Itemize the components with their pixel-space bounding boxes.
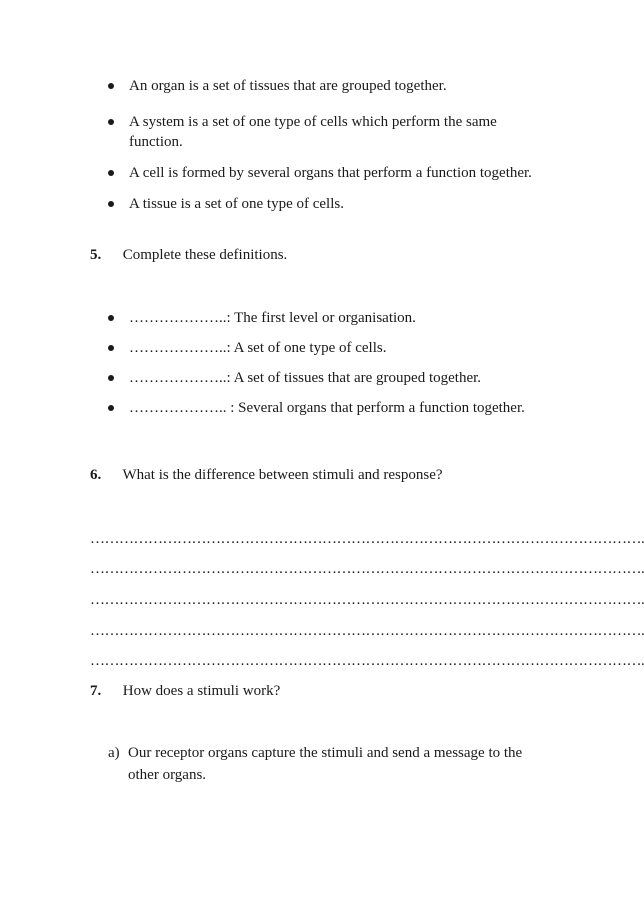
definition-text: ………………..: The first level or organisation. [129,310,416,326]
definition-item [0,398,638,418]
answer-line: ……………………………………………………………………………………………………. [90,531,644,547]
answer-line: ……………………………………………………………………………………………………. [90,561,644,577]
definition-list [0,308,638,418]
answer-text: Our receptor organs capture the stimuli and send a message to the other organs. [128,745,523,783]
definition-text: ………………..: A set of tissues that are grouped together. [129,370,482,386]
question-number: 6. [90,467,102,483]
definition-item [0,338,638,358]
answer-line: ……………………………………………………………………………………………………. [90,592,644,608]
question-7 [90,681,570,701]
definition-item [0,368,638,388]
statement-item [0,112,638,152]
definition-text: ……………….. : Several organs that perform a function together. [129,400,525,416]
question-6 [90,465,570,485]
statement-item [0,76,638,96]
bullet-icon [108,345,114,351]
answer-item [108,742,538,786]
bullet-icon [108,119,114,125]
definition-text: ………………..: A set of one type of cells. [129,340,387,356]
question-5 [90,245,570,265]
definition-item [0,308,638,328]
answer-line: ……………………………………………………………………………………………………. [90,653,644,669]
statement-text: A system is a set of one type of cells which perform the same function. [129,114,497,150]
statement-list [0,76,638,214]
statement-item [0,163,638,183]
statement-item [0,194,638,214]
statement-text: A tissue is a set of one type of cells. [129,196,344,212]
statement-text: A cell is formed by several organs that perform a function together. [129,165,532,181]
question-text: Complete these definitions. [122,247,288,263]
question-number: 7. [90,683,102,699]
bullet-icon [108,405,114,411]
bullet-icon [108,201,114,207]
bullet-icon [108,170,114,176]
bullet-icon [108,375,114,381]
question-text: How does a stimuli work? [122,683,281,699]
answer-letter: a) [108,745,120,761]
answer-line: ……………………………………………………………………………………………………. [90,623,644,639]
question-text: What is the difference between stimuli and response? [122,467,443,483]
bullet-icon [108,315,114,321]
bullet-icon [108,83,114,89]
question-number: 5. [90,247,102,263]
statement-text: An organ is a set of tissues that are grouped together. [129,78,447,94]
